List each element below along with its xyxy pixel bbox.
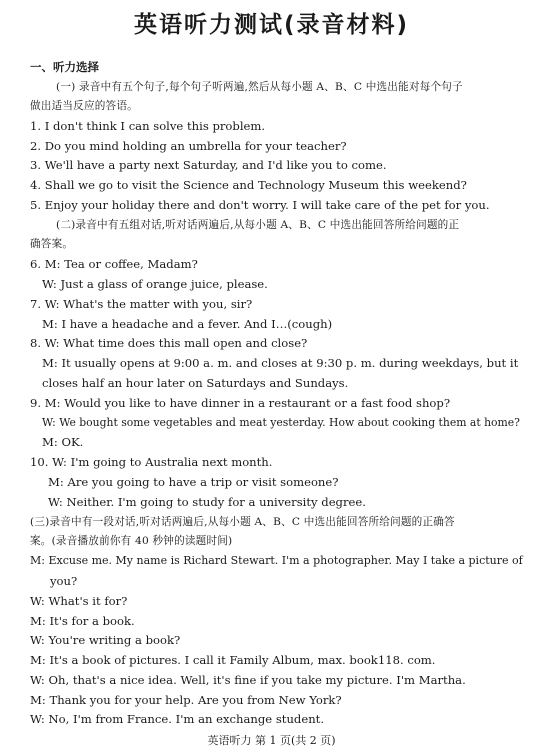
dialogue-line: W: Just a glass of orange juice, please. [42, 277, 268, 291]
part3-instruction: (三)录音中有一段对话,听对话两遍后,从每小题 A、B、C 中选出能回答所给问题的正确答 [30, 516, 455, 528]
page-title: 英语听力测试(录音材料) [133, 12, 410, 38]
dialogue-line: 6. M: Tea or coffee, Madam? [30, 257, 198, 271]
part1-instruction-cont: 做出适当反应的答语。 [30, 100, 138, 112]
part2-instruction: (二)录音中有五组对话,听对话两遍后,从每小题 A、B、C 中选出能回答所给问题的正 [56, 219, 460, 231]
part1-instruction: (一) 录音中有五个句子,每个句子听两遍,然后从每小题 A、B、C 中选出能对每个句子 [56, 81, 463, 93]
conversation-line: M: It's for a book. [30, 614, 135, 628]
part2-instruction-cont: 确答案。 [30, 238, 74, 250]
sentence-item: 2. Do you mind holding an umbrella for your teacher? [30, 139, 347, 153]
dialogue-line: M: I have a headache and a fever. And I…(cough) [42, 317, 333, 331]
dialogue-line: 9. M: Would you like to have dinner in a restaurant or a fast food shop? [30, 396, 451, 410]
conversation-line: W: You're writing a book? [30, 633, 181, 647]
section-heading: 一、听力选择 [30, 60, 99, 74]
dialogue-line: M: OK. [42, 435, 84, 449]
conversation-line: M: Thank you for your help. Are you from New York? [30, 693, 342, 707]
conversation-line: W: Oh, that's a nice idea. Well, it's fine if you take my picture. I'm Martha. [30, 673, 466, 687]
dialogue-line: M: Are you going to have a trip or visit someone? [48, 475, 339, 489]
conversation-line: you? [50, 574, 78, 588]
page-footer: 英语听力 第 1 页(共 2 页) [207, 734, 336, 747]
conversation-line: W: No, I'm from France. I'm an exchange student. [30, 712, 325, 726]
sentence-item: 3. We'll have a party next Saturday, and I'd like you to come. [30, 158, 387, 172]
sentence-item: 4. Shall we go to visit the Science and Technology Museum this weekend? [30, 178, 467, 192]
conversation-line: W: What's it for? [30, 594, 128, 608]
dialogue-line: 7. W: What's the matter with you, sir? [30, 297, 253, 311]
dialogue-line: 10. W: I'm going to Australia next month. [30, 455, 273, 469]
sentence-item: 5. Enjoy your holiday there and don't worry. I will take care of the pet for you. [30, 198, 490, 212]
conversation-line: M: It's a book of pictures. I call it Family Album, max. book118. com. [30, 653, 436, 667]
dialogue-line: W: Neither. I'm going to study for a university degree. [48, 495, 366, 509]
dialogue-line: closes half an hour later on Saturdays and Sundays. [42, 376, 349, 390]
dialogue-line: M: It usually opens at 9:00 a. m. and closes at 9:30 p. m. during weekdays, but it [42, 356, 519, 370]
dialogue-line: 8. W: What time does this mall open and close? [30, 336, 308, 350]
dialogue-line: W: We bought some vegetables and meat yesterday. How about cooking them at home? [42, 416, 520, 429]
part3-instruction-cont: 案。(录音播放前你有 40 秒钟的读题时间) [30, 535, 233, 547]
conversation-line: M: Excuse me. My name is Richard Stewart. I'm a photographer. May I take a picture of [30, 554, 523, 567]
sentence-item: 1. I don't think I can solve this problem. [30, 119, 266, 133]
